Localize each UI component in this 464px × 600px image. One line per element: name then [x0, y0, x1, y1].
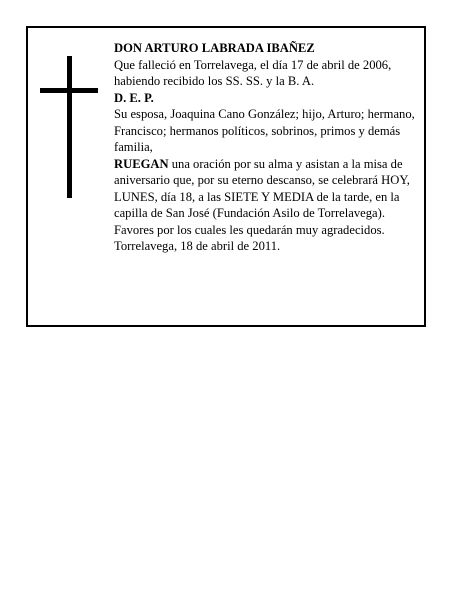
request-text: una oración por su alma y asistan a la misa de aniversario que, por su eterno descanso, se celebrará HOY, LUNES, día 18, a las SIETE Y MEDIA de la tarde, en la capilla de San José (Fundación Asilo de Torrelavega). Favores por los cuales les quedarán muy agradecidos. [114, 156, 410, 237]
cross-icon [40, 56, 98, 198]
request-keyword: RUEGAN [114, 156, 169, 171]
obituary-notice [26, 26, 426, 327]
place-and-date: Torrelavega, 18 de abril de 2011. [114, 239, 281, 253]
family-list: Su esposa, Joaquina Cano González; hijo, Arturo; hermano, Francisco; hermanos políticos, sobrinos, primos y demás familia, [114, 107, 415, 154]
deceased-name: DON ARTURO LABRADA IBAÑEZ [114, 41, 315, 55]
notice-text [114, 40, 420, 255]
cross-vertical-bar [67, 56, 72, 198]
request-paragraph [114, 156, 420, 239]
rest-in-peace: D. E. P. [114, 90, 154, 105]
death-info: Que falleció en Torrelavega, el día 17 de abril de 2006, habiendo recibido los SS. SS. y la B. A. [114, 57, 392, 88]
cross-horizontal-bar [40, 88, 98, 93]
